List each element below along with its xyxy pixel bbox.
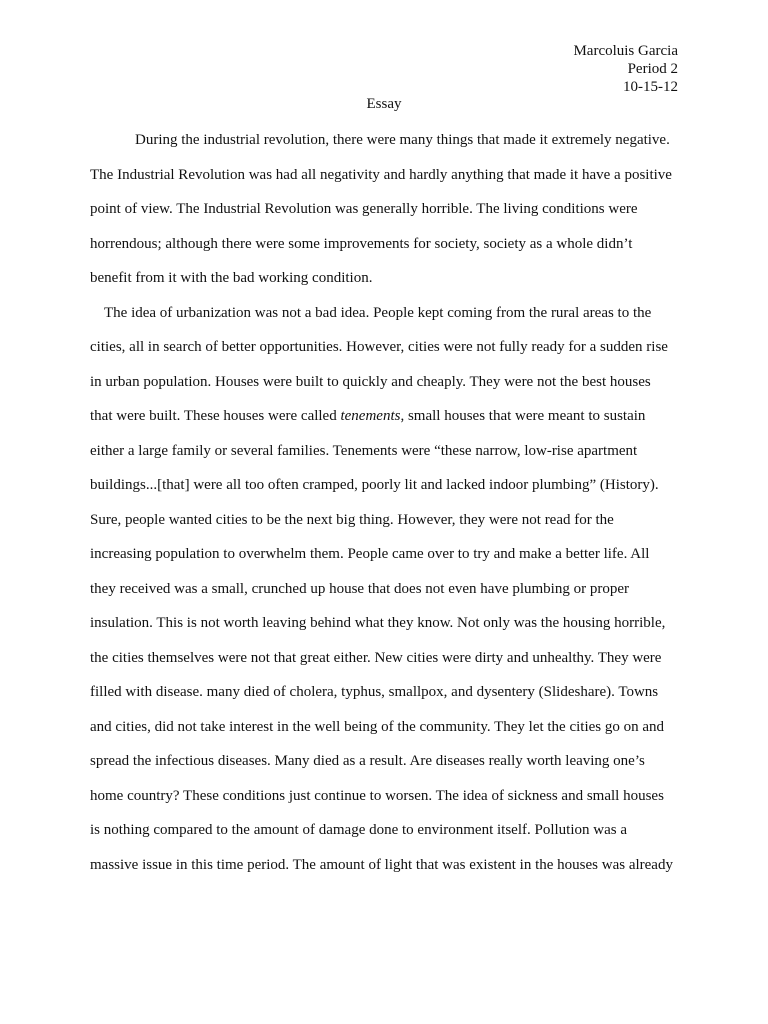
paragraph-line: The Industrial Revolution was had all negativity and hardly anything that made it have a positive bbox=[90, 166, 672, 183]
paragraph-line: spread the infectious diseases. Many died as a result. Are diseases really worth leaving one’s bbox=[90, 753, 645, 769]
line-segment: that were built. These houses were called bbox=[90, 408, 341, 424]
paragraph-line: benefit from it with the bad working condition. bbox=[90, 270, 373, 286]
essay-date: 10-15-12 bbox=[623, 79, 678, 95]
paragraph-line: in urban population. Houses were built to quickly and cheaply. They were not the best houses bbox=[90, 373, 651, 390]
paragraph-line: is nothing compared to the amount of damage done to environment itself. Pollution was a bbox=[90, 822, 627, 838]
line-segment: , small houses that were meant to sustain bbox=[400, 408, 646, 424]
paragraph-line: either a large family or several families. Tenements were “these narrow, low-rise apartment bbox=[90, 442, 638, 459]
paragraph-line: they received was a small, crunched up house that does not even have plumbing or proper bbox=[90, 580, 629, 597]
paragraph-line bbox=[90, 399, 690, 434]
class-period: Period 2 bbox=[627, 61, 678, 77]
paragraph-line: insulation. This is not worth leaving behind what they know. Not only was the housing horrible, bbox=[90, 615, 666, 631]
emphasized-term: tenements bbox=[340, 408, 401, 424]
paragraph-line: the cities themselves were not that great either. New cities were dirty and unhealthy. They were bbox=[90, 649, 662, 666]
paragraph-line: increasing population to overwhelm them. People came over to try and make a better life. All bbox=[90, 546, 650, 562]
paragraph-line: During the industrial revolution, there were many things that made it extremely negative. bbox=[135, 132, 670, 148]
paragraph-line: massive issue in this time period. The amount of light that was existent in the houses was already bbox=[90, 856, 673, 873]
paragraph-line: home country? These conditions just continue to worsen. The idea of sickness and small houses bbox=[90, 787, 664, 804]
paragraph-line: and cities, did not take interest in the well being of the community. They let the cities go on and bbox=[90, 718, 665, 735]
paragraph-line: filled with disease. many died of cholera, typhus, smallpox, and dysentery (Slideshare). Towns bbox=[90, 684, 659, 700]
paragraph-line: The idea of urbanization was not a bad idea. People kept coming from the rural areas to the bbox=[104, 304, 652, 321]
paragraph-line: horrendous; although there were some improvements for society, society as a whole didn’t bbox=[90, 235, 633, 252]
essay-title: Essay bbox=[366, 96, 402, 112]
paragraph-line: buildings...[that] were all too often cramped, poorly lit and lacked indoor plumbing” (History). bbox=[90, 477, 659, 493]
author-name: Marcoluis Garcia bbox=[573, 43, 678, 59]
author-header bbox=[573, 42, 678, 96]
paragraph-line: point of view. The Industrial Revolution was generally horrible. The living conditions were bbox=[90, 201, 638, 217]
paragraph-line: cities, all in search of better opportunities. However, cities were not fully ready for a sudden rise bbox=[90, 339, 668, 355]
essay-body bbox=[90, 123, 690, 882]
paragraph-line: Sure, people wanted cities to be the next big thing. However, they were not read for the bbox=[90, 511, 614, 528]
